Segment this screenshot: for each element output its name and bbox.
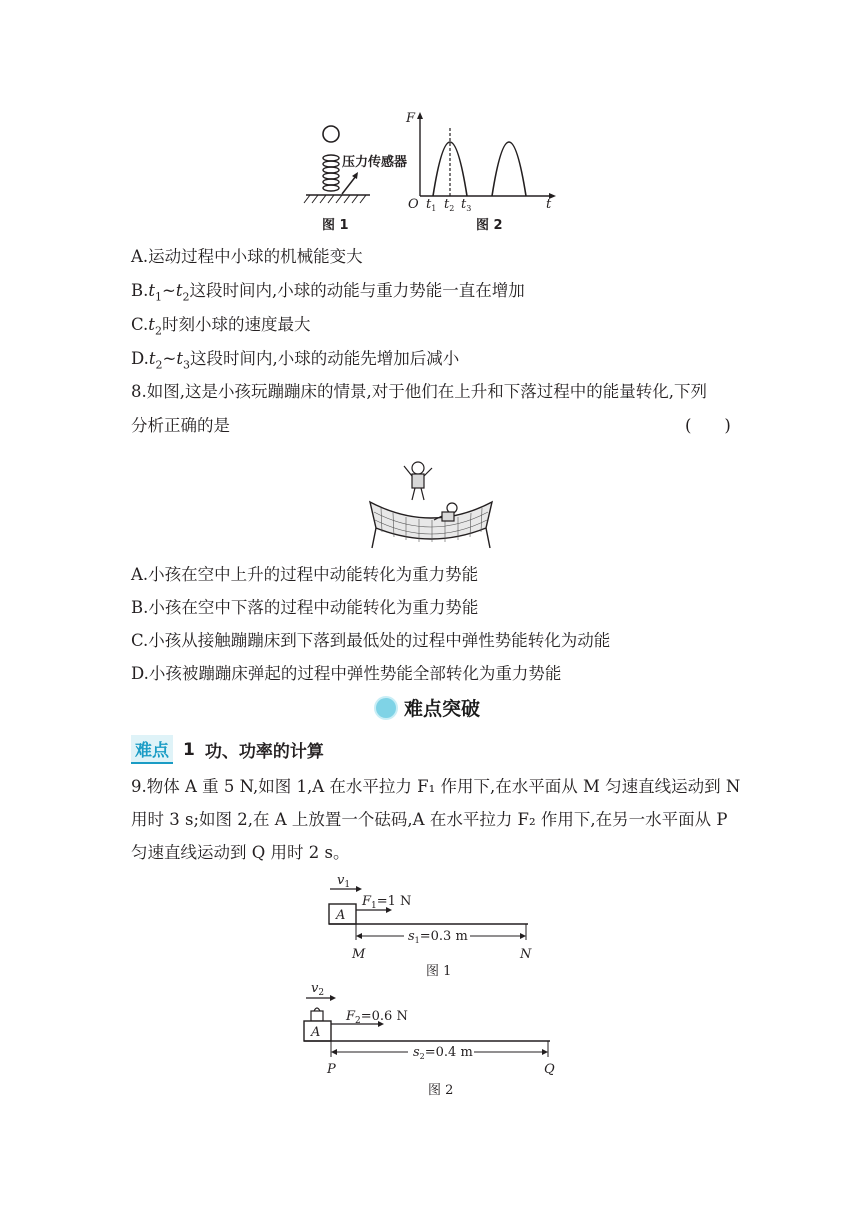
svg-text:A: A xyxy=(336,908,346,923)
q8-stem-line1: 8.如图,这是小孩玩蹦蹦床的情景,对于他们在上升和下落过程中的能量转化,下列 xyxy=(131,382,707,401)
motion-diagram-2 xyxy=(296,980,576,1100)
fig2-label: 图 2 xyxy=(476,218,503,233)
svg-text:s2=0.4 m: $s_2=0.4$ m xyxy=(413,1045,473,1061)
v1-label: v xyxy=(337,873,345,888)
trampoline-illustration xyxy=(366,450,496,550)
sensor-label: 压力传感器 xyxy=(342,155,408,170)
spring-sensor-figure xyxy=(300,108,560,233)
q8-option-c: C.小孩从接触蹦蹦床到下落到最低处的过程中弹性势能转化为动能 xyxy=(131,631,611,650)
s1-label: s xyxy=(408,929,415,944)
q8-option-a: A.小孩在空中上升的过程中动能转化为重力势能 xyxy=(131,565,479,584)
point-p: P xyxy=(327,1062,336,1077)
t1-label: t xyxy=(426,197,432,212)
svg-text:A: A xyxy=(311,1025,321,1040)
point-n: N xyxy=(520,947,532,962)
hard-point-tag: 难点 xyxy=(131,735,173,764)
weight-block xyxy=(311,1011,323,1021)
motion-diagram-1 xyxy=(320,868,560,983)
t3-label: t xyxy=(461,197,467,212)
dia2-label: 图 2 xyxy=(428,1083,454,1098)
point-m: M xyxy=(352,947,366,962)
svg-text:v2: $v_2$ xyxy=(311,981,325,998)
v2-label: v xyxy=(311,981,319,996)
q7-option-b: $B.t_1\sim t_2$这段时间内,小球的动能与重力势能一直在增加 xyxy=(131,281,525,304)
section-badge-icon xyxy=(374,696,398,720)
section-header xyxy=(374,694,480,721)
jumping-child xyxy=(404,462,432,500)
dia1-label: 图 1 xyxy=(426,964,452,979)
hard-point-heading xyxy=(131,735,324,764)
point-q: Q xyxy=(544,1062,555,1077)
q7-option-d: $D.t_2\sim t_3$这段时间内,小球的动能先增加后减小 xyxy=(131,349,460,372)
svg-text:v1: $v_1$ xyxy=(337,873,351,890)
svg-text:t1: $t_1$ xyxy=(426,197,437,213)
q8-stem-line2: 分析正确的是 xyxy=(131,416,230,435)
q9-stem-line3: 匀速直线运动到 Q 用时 2 s。 xyxy=(131,843,350,862)
q8-option-d: D.小孩被蹦蹦床弹起的过程中弹性势能全部转化为重力势能 xyxy=(131,664,562,683)
q8-option-b: B.小孩在空中下落的过程中动能转化为重力势能 xyxy=(131,598,479,617)
f1-label: F xyxy=(362,894,372,909)
svg-text:F2=0.6 N: $F_2=0.6$ N xyxy=(346,1009,408,1026)
hard-point-title: 功、功率的计算 xyxy=(204,742,324,762)
axis-t: t xyxy=(546,197,552,212)
q7-option-c: $C.t_2$时刻小球的速度最大 xyxy=(131,315,311,338)
section-title: 难点突破 xyxy=(404,698,481,720)
svg-text:t2: $t_2$ xyxy=(444,197,455,213)
q9-stem-line2: 用时 3 s;如图 2,在 A 上放置一个砝码,A 在水平拉力 F₂ 作用下,在另一水平面从 P xyxy=(131,810,728,829)
q8-answer-bracket: ( ) xyxy=(685,416,731,435)
axis-f: F xyxy=(406,111,416,126)
sitting-child xyxy=(434,503,457,521)
q9-stem-line1: 9.物体 A 重 5 N,如图 1,A 在水平拉力 F₁ 作用下,在水平面从 M 匀速直线运动到 N xyxy=(131,777,741,796)
origin-o: O xyxy=(408,197,419,212)
svg-text:F1=1 N: $F_1=1$ N xyxy=(362,894,412,911)
svg-text:t3: $t_3$ xyxy=(461,197,472,213)
fig1-label: 图 1 xyxy=(322,218,349,233)
f2-label: F xyxy=(346,1009,356,1024)
pulse-2 xyxy=(492,142,526,196)
hard-point-number: 1 xyxy=(183,739,195,760)
s2-label: s xyxy=(413,1045,420,1060)
spring xyxy=(323,155,339,191)
ball xyxy=(323,126,339,142)
t2-label: t xyxy=(444,197,450,212)
svg-text:s1=0.3 m: $s_1=0.3$ m xyxy=(408,929,468,945)
q7-option-a: A.运动过程中小球的机械能变大 xyxy=(131,247,363,266)
